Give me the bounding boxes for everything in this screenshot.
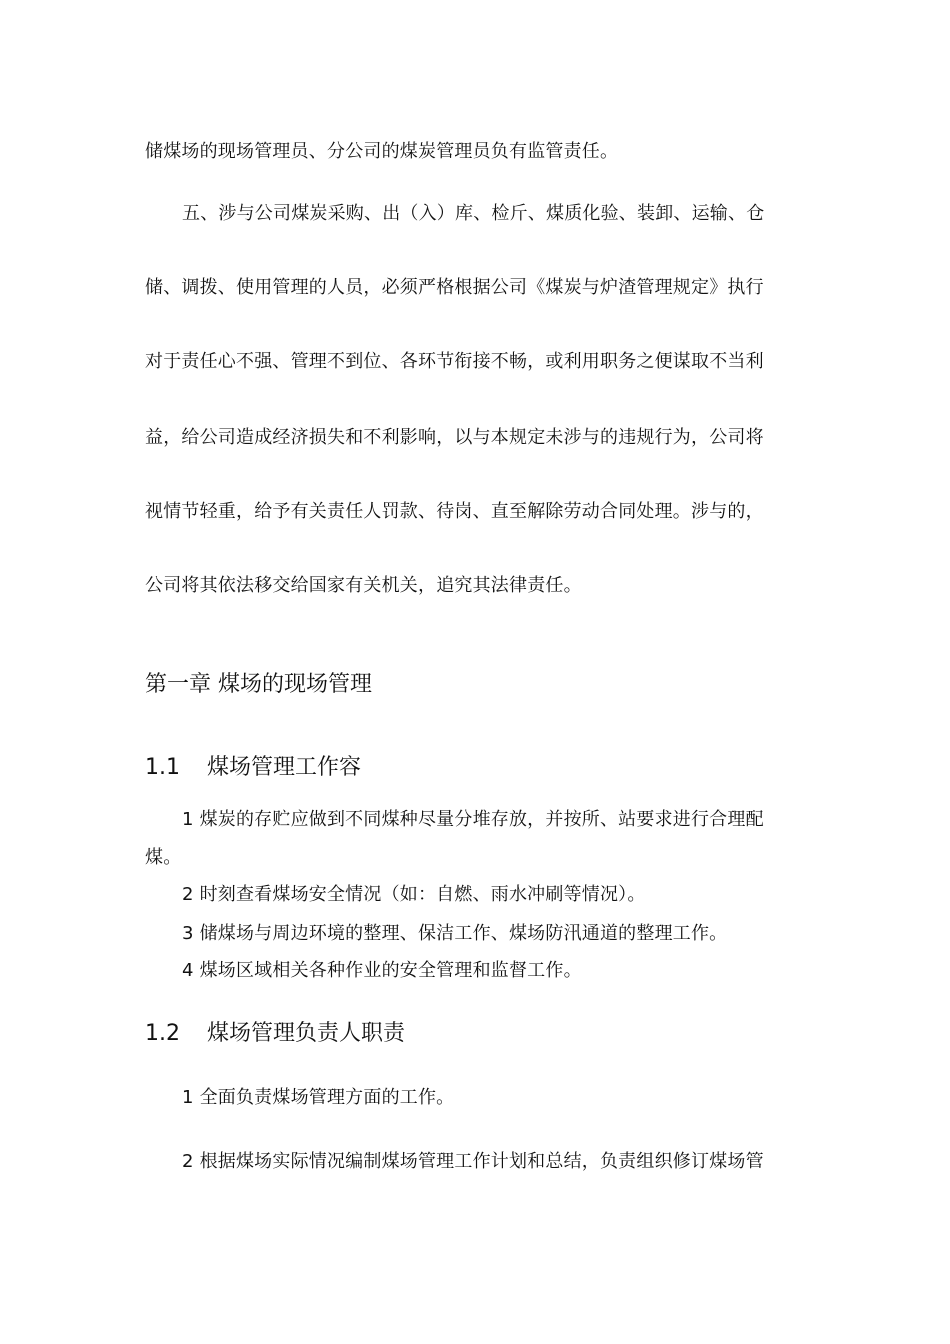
list-item: 4 煤场区域相关各种作业的安全管理和监督工作。 — [182, 960, 582, 981]
list-item: 2 时刻查看煤场安全情况（如：自燃、雨水冲刷等情况）。 — [182, 884, 646, 905]
section-number: 1.1 — [145, 755, 180, 780]
list-item: 1 煤炭的存贮应做到不同煤种尽量分堆存放，并按所、站要求进行合理配 — [182, 809, 764, 830]
section-title: 煤场管理工作容 — [207, 755, 362, 780]
section-number: 1.2 — [145, 1021, 180, 1046]
paragraph-5-line: 五、涉与公司煤炭采购、出（入）库、检斤、煤质化验、装卸、运输、仓 — [182, 203, 765, 224]
section-heading-1-2 — [145, 1019, 405, 1049]
list-item: 1 全面负责煤场管理方面的工作。 — [182, 1087, 455, 1108]
paragraph-5-line: 视情节轻重，给予有关责任人罚款、待岗、直至解除劳动合同处理。涉与的， — [145, 501, 764, 522]
paragraph-5-line: 益，给公司造成经济损失和不利影响，以与本规定未涉与的违规行为，公司将 — [145, 427, 764, 448]
list-item-continuation: 煤。 — [145, 847, 182, 868]
paragraph-continuation-line: 储煤场的现场管理员、分公司的煤炭管理员负有监管责任。 — [145, 141, 619, 162]
chapter-title: 第一章 煤场的现场管理 — [145, 672, 372, 697]
paragraph-5-line: 储、调拨、使用管理的人员，必须严格根据公司《煤炭与炉渣管理规定》执行 — [145, 277, 764, 298]
paragraph-5-line: 公司将其依法移交给国家有关机关，追究其法律责任。 — [145, 575, 582, 596]
list-item: 2 根据煤场实际情况编制煤场管理工作计划和总结，负责组织修订煤场管 — [182, 1151, 764, 1172]
list-item: 3 储煤场与周边环境的整理、保洁工作、煤场防汛通道的整理工作。 — [182, 923, 728, 944]
paragraph-5-line: 对于责任心不强、管理不到位、各环节衔接不畅，或利用职务之便谋取不当利 — [145, 351, 764, 372]
section-heading-1-1 — [145, 753, 361, 783]
section-title: 煤场管理负责人职责 — [207, 1021, 406, 1046]
